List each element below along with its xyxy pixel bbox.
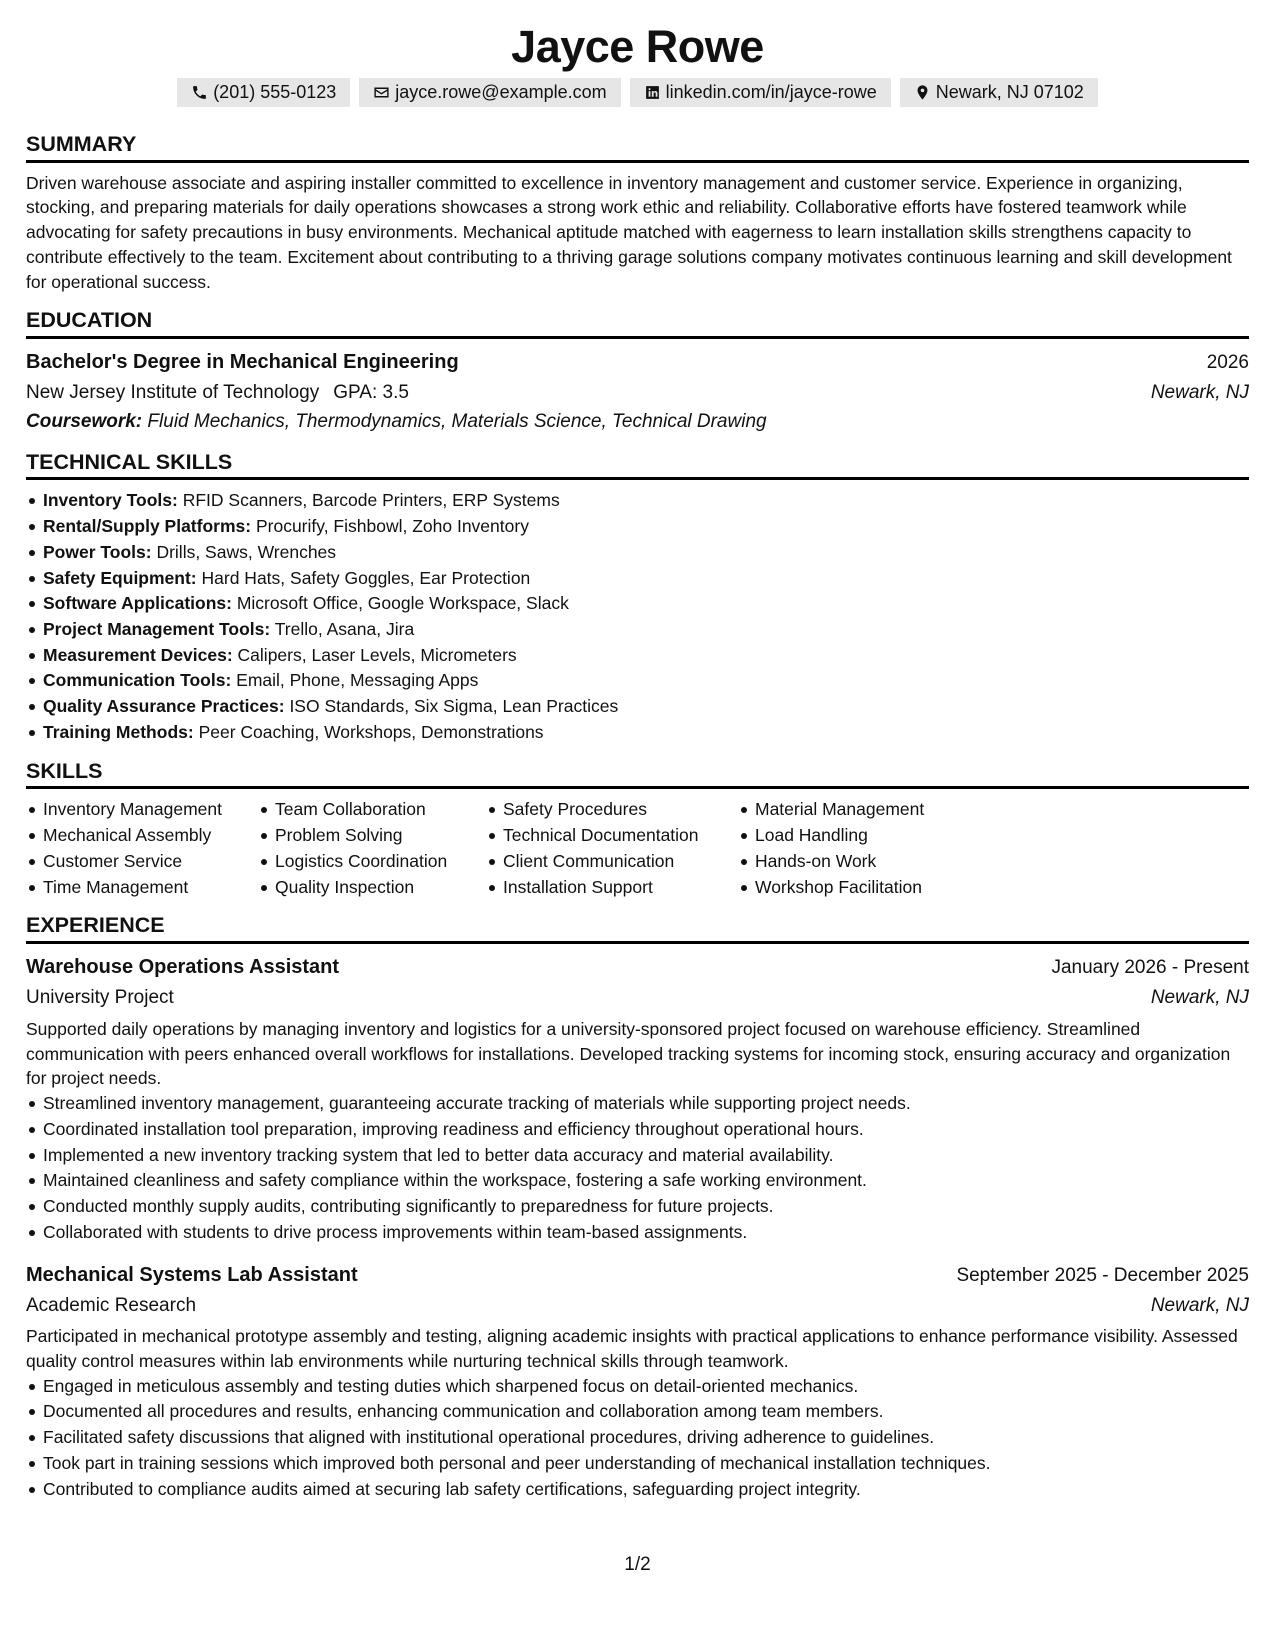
technical-skill-value: Calipers, Laser Levels, Micrometers: [237, 644, 517, 665]
experience-entry: [26, 952, 1249, 1245]
skill-item: Technical Documentation: [486, 823, 716, 849]
location-chip: [900, 78, 1098, 107]
technical-skill-item: [26, 643, 1249, 669]
linkedin-text: linkedin.com/in/jayce-rowe: [665, 81, 877, 102]
phone-text: (201) 555-0123: [213, 81, 337, 102]
technical-skill-label: Project Management Tools:: [43, 619, 271, 639]
technical-skill-item: [26, 720, 1249, 746]
job-bullet: Implemented a new inventory tracking system that led to better data accuracy and material availability.: [26, 1143, 1249, 1169]
technical-skill-label: Measurement Devices:: [43, 644, 233, 665]
skills-grid: [26, 797, 1249, 900]
job-bullet: Streamlined inventory management, guaranteeing accurate tracking of materials while supporting project needs.: [26, 1091, 1249, 1117]
job-bullet: Took part in training sessions which improved both personal and peer understanding of mechanical installation techniques.: [26, 1451, 1249, 1477]
experience-sub-row: [26, 983, 1249, 1012]
email-text: jayce.rowe@example.com: [395, 81, 607, 102]
candidate-name: Jayce Rowe: [511, 21, 764, 72]
degree-title: Bachelor's Degree in Mechanical Engineering: [26, 350, 459, 373]
skill-item: Quality Inspection: [258, 875, 464, 901]
skill-item: Client Communication: [486, 849, 716, 875]
job-bullet: Facilitated safety discussions that aligned with institutional operational procedures, driving adherence to guidelines.: [26, 1425, 1249, 1451]
job-title: Mechanical Systems Lab Assistant: [26, 1263, 358, 1286]
skill-item: Workshop Facilitation: [738, 875, 978, 901]
technical-skill-value: Trello, Asana, Jira: [274, 619, 415, 639]
email-chip[interactable]: [359, 78, 620, 107]
technical-skill-label: Software Applications:: [43, 593, 232, 614]
coursework-list: Fluid Mechanics, Thermodynamics, Materials Science, Technical Drawing: [147, 411, 767, 433]
graduation-year: 2026: [1206, 351, 1249, 373]
experience-list: [26, 952, 1249, 1502]
skill-item: Inventory Management: [26, 797, 236, 823]
skills-column: [486, 797, 716, 900]
technical-skill-item: [26, 566, 1249, 592]
skill-item: Mechanical Assembly: [26, 823, 236, 849]
skill-item: Logistics Coordination: [258, 849, 464, 875]
job-bullet: Documented all procedures and results, enhancing communication and collaboration among team members.: [26, 1399, 1249, 1425]
envelope-icon: [373, 84, 390, 101]
job-bullets: [26, 1091, 1249, 1245]
technical-skill-value: RFID Scanners, Barcode Printers, ERP Systems: [182, 490, 560, 511]
skill-item: Time Management: [26, 875, 236, 901]
technical-skill-value: Hard Hats, Safety Goggles, Ear Protection: [201, 567, 531, 588]
technical-skill-item: [26, 591, 1249, 617]
skills-column: [26, 797, 236, 900]
school-location: Newark, NJ: [1150, 381, 1249, 403]
technical-skill-label: Inventory Tools:: [43, 490, 178, 511]
skills-section: [26, 758, 1249, 901]
job-bullet: Maintained cleanliness and safety compliance within the workspace, fostering a safe working environment.: [26, 1168, 1249, 1194]
map-pin-icon: [914, 84, 931, 101]
job-bullet: Collaborated with students to drive process improvements within team-based assignments.: [26, 1220, 1249, 1246]
skill-item: Installation Support: [486, 875, 716, 901]
page-number: 1/2: [624, 1554, 651, 1575]
technical-skill-label: Quality Assurance Practices:: [43, 696, 285, 717]
technical-skill-label: Rental/Supply Platforms:: [43, 516, 252, 537]
technical-skill-label: Communication Tools:: [43, 670, 232, 691]
coursework-line: [26, 407, 1249, 436]
job-location: Newark, NJ: [1150, 1294, 1249, 1316]
technical-skill-item: [26, 488, 1249, 514]
technical-skill-item: [26, 617, 1249, 643]
summary-section: [26, 131, 1249, 295]
job-dates: January 2026 - Present: [1051, 957, 1249, 979]
job-title: Warehouse Operations Assistant: [26, 956, 340, 979]
technical-skill-value: Drills, Saws, Wrenches: [156, 541, 337, 562]
technical-skills-list: [26, 488, 1249, 745]
education-heading: EDUCATION: [26, 307, 1249, 339]
job-description: Supported daily operations by managing inventory and logistics for a university-sponsored project focused on warehouse efficiency. Streamlined communication with peers enhanced overall workflows for installations. Developed tracking systems for incoming stock, ensuring accuracy and organization for project needs.: [26, 1018, 1231, 1089]
summary-heading: SUMMARY: [26, 131, 1249, 163]
skill-item: Safety Procedures: [486, 797, 716, 823]
job-bullet: Coordinated installation tool preparation, improving readiness and efficiency throughout operational hours.: [26, 1117, 1249, 1143]
technical-skill-item: [26, 694, 1249, 720]
job-location: Newark, NJ: [1150, 987, 1249, 1009]
experience-heading: EXPERIENCE: [26, 912, 1249, 944]
skills-column: [258, 797, 464, 900]
education-section: [26, 307, 1249, 437]
skills-column: [738, 797, 978, 900]
contact-row: [26, 78, 1249, 107]
technical-skills-heading: TECHNICAL SKILLS: [26, 449, 1249, 481]
technical-skill-value: Microsoft Office, Google Workspace, Slack: [236, 593, 569, 614]
job-dates: September 2025 - December 2025: [956, 1264, 1249, 1286]
skills-heading: SKILLS: [26, 758, 1249, 790]
skill-item: Problem Solving: [258, 823, 464, 849]
job-description: Participated in mechanical prototype assembly and testing, aligning academic insights with practical applications to enhance performance visibility. Assessed quality control measures within lab environments while nurturing technical skills through teamwork.: [26, 1325, 1238, 1371]
technical-skill-item: [26, 514, 1249, 540]
job-bullet: Contributed to compliance audits aimed at securing lab safety certifications, safeguarding project integrity.: [26, 1477, 1249, 1503]
skill-item: Team Collaboration: [258, 797, 464, 823]
linkedin-icon: [644, 84, 661, 101]
school-name: New Jersey Institute of Technology: [26, 381, 320, 403]
technical-skill-label: Power Tools:: [43, 541, 152, 562]
skill-item: Hands-on Work: [738, 849, 978, 875]
summary-text: Driven warehouse associate and aspiring installer committed to excellence in inventory management and customer service. Experience in organizing, stocking, and preparing materials for daily operations showcases a strong work ethic and reliability. Collaborative efforts have fostered teamwork while advocating for safety precautions in busy environments. Mechanical aptitude matched with eagerness to learn installation skills strengthens capacity to contribute effectively to the team. Excitement about contributing to a thriving garage solutions company motivates continuous learning and skill development for operational success.: [26, 172, 1232, 292]
technical-skill-label: Training Methods:: [43, 721, 194, 742]
experience-section: [26, 912, 1249, 1502]
experience-sub-row: [26, 1291, 1249, 1320]
technical-skill-value: Procurify, Fishbowl, Zoho Inventory: [255, 516, 529, 537]
technical-skill-value: ISO Standards, Six Sigma, Lean Practices: [289, 696, 619, 717]
job-organization: Academic Research: [26, 1294, 197, 1316]
technical-skill-item: [26, 668, 1249, 694]
technical-skill-label: Safety Equipment:: [43, 567, 197, 588]
job-organization: University Project: [26, 987, 174, 1009]
technical-skill-value: Peer Coaching, Workshops, Demonstrations: [198, 721, 544, 742]
linkedin-chip[interactable]: [630, 78, 891, 107]
skill-item: Material Management: [738, 797, 978, 823]
technical-skills-section: [26, 449, 1249, 746]
technical-skill-value: Email, Phone, Messaging Apps: [236, 670, 479, 691]
location-text: Newark, NJ 07102: [935, 81, 1084, 102]
job-bullet: Engaged in meticulous assembly and testing duties which sharpened focus on detail-oriented mechanics.: [26, 1374, 1249, 1400]
experience-header-row: [26, 952, 1249, 983]
gpa: GPA: 3.5: [333, 381, 409, 403]
technical-skill-item: [26, 540, 1249, 566]
coursework-label: Coursework:: [26, 411, 143, 433]
experience-header-row: [26, 1260, 1249, 1291]
job-bullets: [26, 1374, 1249, 1503]
school-line: [26, 378, 409, 407]
job-bullet: Conducted monthly supply audits, contributing significantly to preparedness for future projects.: [26, 1194, 1249, 1220]
phone-icon: [191, 84, 208, 101]
skill-item: Load Handling: [738, 823, 978, 849]
phone-chip[interactable]: [177, 78, 350, 107]
skill-item: Customer Service: [26, 849, 236, 875]
experience-entry: [26, 1260, 1249, 1503]
